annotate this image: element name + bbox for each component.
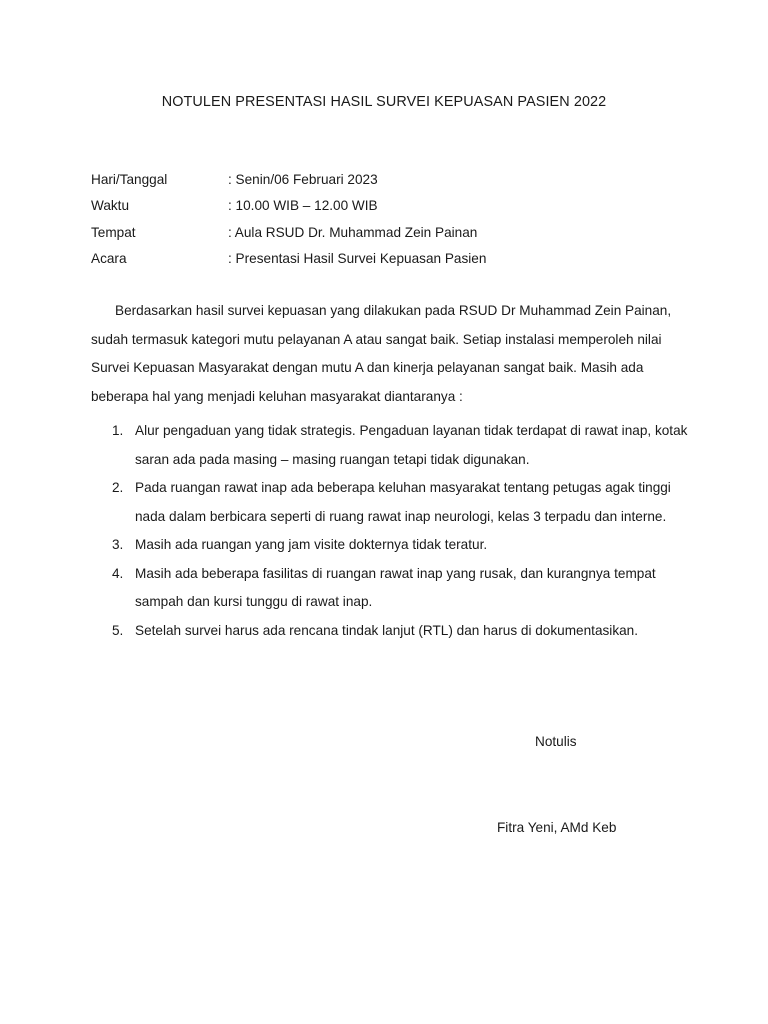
- meta-label: Acara: [91, 251, 127, 267]
- intro-paragraph: Berdasarkan hasil survei kepuasan yang dilakukan pada RSUD Dr Muhammad Zein Painan, sudah termasuk kategori mutu pelayanan A atau sangat baik. Setiap instalasi memperoleh nilai Survei Kepuasan Masyarakat dengan mutu A dan kinerja pelayanan sangat baik. Masih ada beberapa hal yang menjadi keluhan masyarakat diantaranya :: [91, 303, 672, 404]
- meta-label: Tempat: [91, 224, 136, 240]
- signature-label: Notulis: [535, 734, 577, 749]
- list-text: Masih ada ruangan yang jam visite dokternya tidak teratur.: [135, 537, 488, 552]
- meta-row-time: [91, 193, 691, 220]
- list-number: 1.: [112, 423, 124, 438]
- meta-value: : Aula RSUD Dr. Muhammad Zein Painan: [228, 224, 478, 240]
- list-text: Alur pengaduan yang tidak strategis. Pengaduan layanan tidak terdapat di rawat inap, kotak saran ada pada masing – masing ruangan tetapi tidak digunakan.: [135, 423, 688, 467]
- meta-row-event: [91, 246, 691, 273]
- meta-row-date: [91, 166, 691, 193]
- list-text: Setelah survei harus ada rencana tindak lanjut (RTL) dan harus di dokumentasikan.: [135, 622, 639, 638]
- meta-row-place: [91, 219, 691, 246]
- document-title: NOTULEN PRESENTASI HASIL SURVEI KEPUASAN PASIEN 2022: [161, 94, 607, 110]
- complaint-list: [91, 417, 691, 645]
- list-number: 3.: [112, 537, 124, 552]
- list-number: 5.: [112, 622, 124, 638]
- list-number: 2.: [112, 480, 124, 495]
- list-number: 4.: [112, 565, 124, 581]
- list-item: [91, 417, 691, 474]
- list-item: [91, 560, 691, 617]
- meta-value: : Senin/06 Februari 2023: [228, 171, 378, 187]
- signature-name: Fitra Yeni, AMd Keb: [497, 820, 617, 835]
- list-text: Pada ruangan rawat inap ada beberapa keluhan masyarakat tentang petugas agak tinggi nada dalam berbicara seperti di ruang rawat inap neurologi, kelas 3 terpadu dan interne.: [135, 480, 671, 524]
- list-item: [91, 531, 691, 560]
- meta-value: : Presentasi Hasil Survei Kepuasan Pasien: [228, 251, 487, 267]
- meta-value: : 10.00 WIB – 12.00 WIB: [228, 198, 378, 214]
- meta-label: Hari/Tanggal: [91, 171, 168, 187]
- list-item: [91, 617, 691, 646]
- list-item: [91, 474, 691, 531]
- meta-table: [91, 166, 691, 272]
- meta-label: Waktu: [91, 198, 130, 214]
- list-text: Masih ada beberapa fasilitas di ruangan rawat inap yang rusak, dan kurangnya tempat sampah dan kursi tunggu di rawat inap.: [135, 565, 656, 609]
